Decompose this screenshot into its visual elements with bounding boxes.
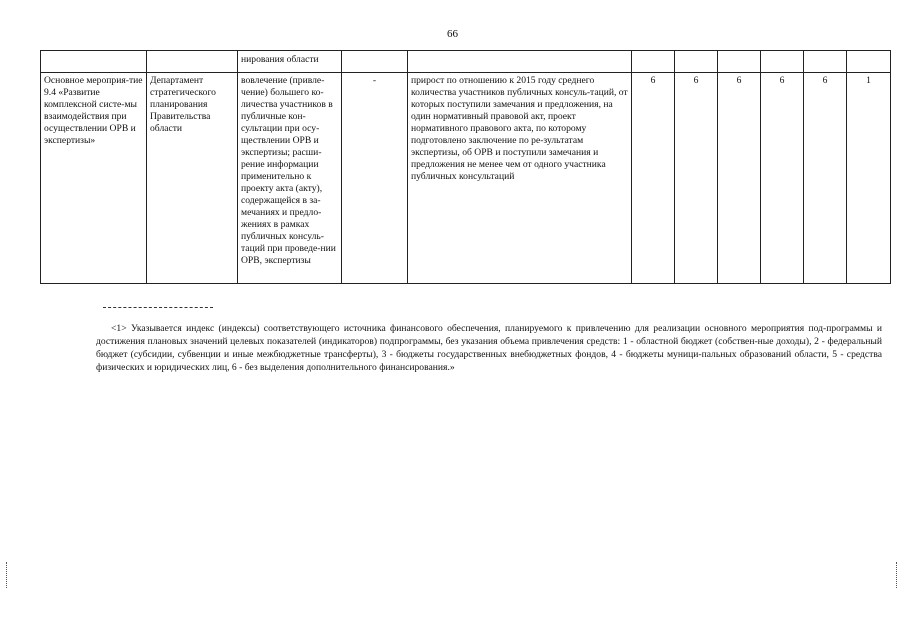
cell-empty bbox=[675, 51, 718, 73]
footnote-text: <1> Указывается индекс (индексы) соответствующего источника финансового обеспечения, планируемого к привлечению для реализации основного мероприятия под-программы и достижения плановых значений целевых показателей (индикаторов) подпрограммы, без указания объема привлечения средств: 1 - областной бюджет (собствен-ные доходы), 2 - федеральный бюджет (субсидии, субвенции и иные межбюджетные трансферты), 3 - бюджеты государственных внебюджетных фондов, 4 - бюджеты муници-пальных образований области, 5 - средства физических и юридических лиц, 6 - без выделения дополнительного финансирования.» bbox=[96, 323, 882, 373]
cell-empty bbox=[632, 51, 675, 73]
cell-empty bbox=[804, 51, 847, 73]
cell-value-2: 6 bbox=[675, 73, 718, 284]
scan-edge-mark-left bbox=[6, 562, 10, 588]
table-row-measure-9-4 bbox=[41, 73, 891, 284]
cell-indicator: вовлечение (привле-чение) большего ко-личества участников в публичные кон-сультации при осу-ществлении ОРВ и экспертизы; расши-рение информации применительно к проекту акта (акту), содержащейся в за-мечаниях и предло-жениях в рамках публичных консуль-таций при проведе-нии ОРВ, экспертизы bbox=[238, 73, 342, 284]
cell-measure-name: Основное мероприя-тие 9.4 «Развитие комплексной систе-мы взаимодействия при осуществлении ОРВ и экспертизы» bbox=[41, 73, 147, 284]
cell-result: прирост по отношению к 2015 году среднего количества участников публичных консуль-таций, от которых поступили замечания и предложения, на один нормативный правовой акт, проект нормативного правового акта, по которому подготовлено заключение по ре-зультатам экспертизы, об ОРВ и поступили замечания и предложения не менее чем от одного участника публичных консультаций bbox=[408, 73, 632, 284]
cell-value-5: 6 bbox=[804, 73, 847, 284]
table-row-continuation bbox=[41, 51, 891, 73]
cell-empty bbox=[847, 51, 891, 73]
cell-empty bbox=[342, 51, 408, 73]
cell-empty bbox=[147, 51, 238, 73]
cell-value-1: 6 bbox=[632, 73, 675, 284]
cell-empty bbox=[408, 51, 632, 73]
page-number: 66 bbox=[447, 28, 458, 40]
cell-dash bbox=[342, 73, 408, 284]
cell-empty bbox=[41, 51, 147, 73]
scan-edge-mark-right bbox=[896, 562, 900, 588]
cell-continuation-text: нирования области bbox=[238, 51, 342, 73]
footnote-separator bbox=[103, 307, 213, 308]
cell-value-3: 6 bbox=[718, 73, 761, 284]
program-table bbox=[40, 50, 891, 284]
dash-value: - bbox=[372, 75, 377, 86]
cell-value-4: 6 bbox=[761, 73, 804, 284]
cell-executor: Департамент стратегического планирования Правительства области bbox=[147, 73, 238, 284]
cell-empty bbox=[761, 51, 804, 73]
cell-empty bbox=[718, 51, 761, 73]
cell-value-6: 1 bbox=[847, 73, 891, 284]
footnote bbox=[96, 322, 882, 374]
